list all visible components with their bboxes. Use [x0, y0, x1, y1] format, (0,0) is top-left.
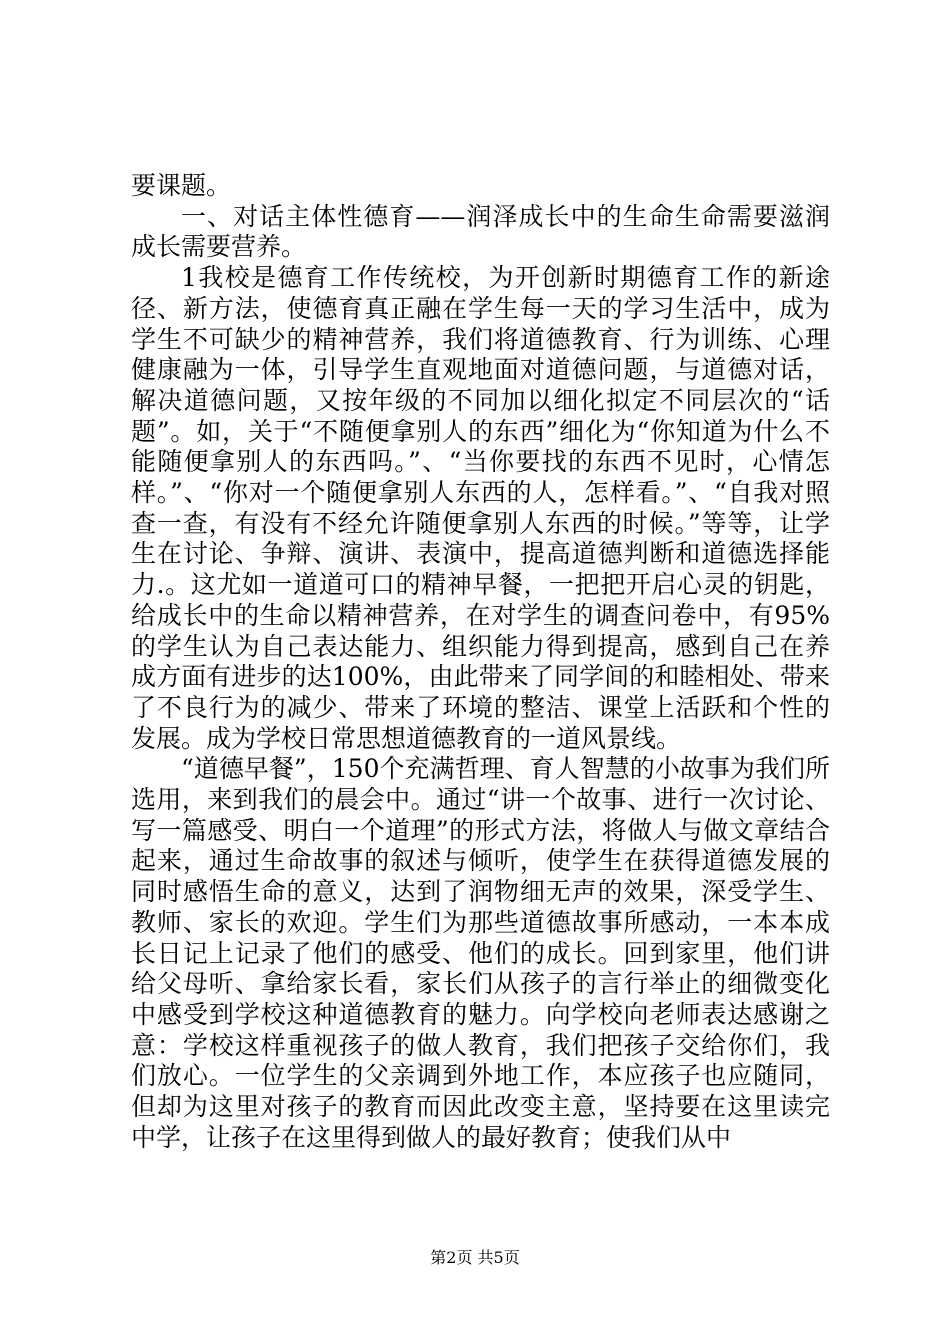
page-number-footer: 第2页 共5页 — [430, 1248, 520, 1267]
paragraph: “道德早餐”，150个充满哲理、育人智慧的小故事为我们所选用，来到我们的晨会中。通过“讲一个故事、进行一次讨论、写一篇感受、明白一个道理”的形式方法，将做人与做文章结合起来，通过生命故事的叙述与倾听，使学生在获得道德发展的同时感悟生命的意义，达到了润物细无声的效果，深受学生、教师、家长的欢迎。学生们为那些道德故事所感动，一本本成长日记上记录了他们的感受、他们的成长。回到家里，他们讲给父母听、拿给家长看，家长们从孩子的言行举止的细微变化中感受到学校这种道德教育的魅力。向学校向老师表达感谢之意：学校这样重视孩子的做人教育，我们把孩子交给你们，我们放心。一位学生的父亲调到外地工作，本应孩子也应随同，但却为这里对孩子的教育而因此改变主意，坚持要在这里读完中学，让孩子在这里得到做人的最好教育；使我们从中 — [131, 754, 830, 1152]
paragraph: 1我校是德育工作传统校，为开创新时期德育工作的新途径、新方法，使德育真正融在学生每一天的学习生活中，成为学生不可缺少的精神营养，我们将道德教育、行为训练、心理健康融为一体，引导学生直观地面对道德问题，与道德对话，解决道德问题，又按年级的不同加以细化拟定不同层次的“话题”。如，关于“不随便拿别人的东西”细化为“你知道为什么不能随便拿别人的东西吗。”、“当你要找的东西不见时，心情怎样。”、“你对一个随便拿别人东西的人，怎样看。”、“自我对照查一查，有没有不经允许随便拿别人东西的时候。”等等，让学生在讨论、争辩、演讲、表演中，提高道德判断和道德选择能力.。这尤如一道道可口的精神早餐，一把把开启心灵的钥匙，给成长中的生命以精神营养，在对学生的调查问卷中，有95%的学生认为自己表达能力、组织能力得到提高，感到自己在养成方面有进步的达100%，由此带来了同学间的和睦相处、带来了不良行为的减少、带来了环境的整洁、课堂上活跃和个性的发展。成为学校日常思想道德教育的一道风景线。 — [131, 263, 830, 753]
body-text — [131, 171, 830, 1154]
section-heading: 一、对话主体性德育——润泽成长中的生命生命需要滋润成长需要营养。 — [131, 201, 830, 262]
paragraph: 要课题。 — [131, 171, 232, 200]
